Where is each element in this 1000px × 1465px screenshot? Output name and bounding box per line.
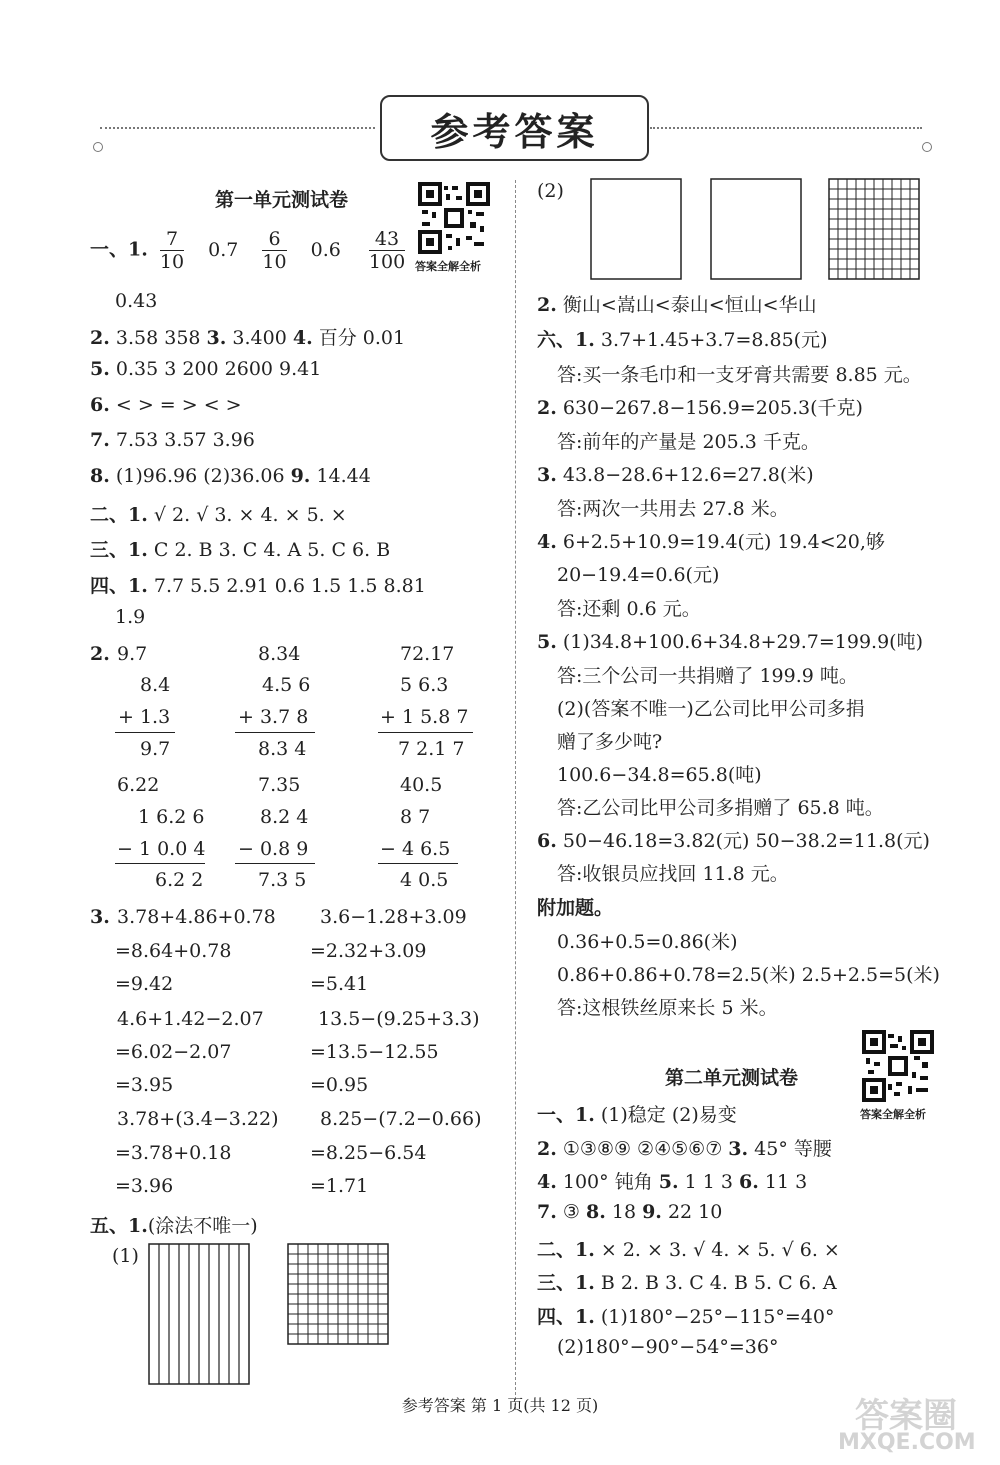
answer-line: (2)180°−90°−54°=36° — [557, 1336, 779, 1358]
operand: 8.4 — [140, 674, 171, 696]
operand: − 1 0.0 4 — [117, 838, 206, 860]
sum-rule — [235, 732, 315, 733]
answer-line: 二、1. √ 2. √ 3. × 4. × 5. × — [90, 504, 347, 526]
sum: 8.3 4 — [258, 738, 307, 760]
answer-line: 答:还剩 0.6 元。 — [557, 598, 701, 620]
calc-step: =5.41 — [310, 973, 369, 995]
q1-value: 0.6 — [310, 238, 341, 261]
q4-continued: 1.9 — [115, 606, 146, 628]
answer-line: 四、1. 7.7 5.5 2.91 0.6 1.5 1.5 8.81 — [90, 575, 426, 597]
q1-value: 0.7 — [208, 238, 239, 261]
hundred-grid — [828, 178, 920, 280]
answer-line: 3. 43.8−28.6+12.6=27.8(米) — [537, 464, 814, 486]
calc-step: =8.25−6.54 — [310, 1142, 427, 1164]
unit2-title: 第二单元测试卷 — [665, 1067, 799, 1089]
answer-line: 7. ③ 8. 18 9. 22 10 — [537, 1201, 723, 1223]
answer-line: 一、1. (1)稳定 (2)易变 — [537, 1104, 737, 1126]
answer-line: 答:乙公司比甲公司多捐赠了 65.8 吨。 — [557, 797, 884, 819]
unit1-title: 第一单元测试卷 — [215, 189, 349, 211]
answer-line: 答:三个公司一共捐赠了 199.9 吨。 — [557, 665, 858, 687]
answer-line: 8. (1)96.96 (2)36.06 9. 14.44 — [90, 465, 371, 487]
answer-line: 答:这根铁丝原来长 5 米。 — [557, 997, 778, 1019]
fraction: $\frac{43}{100}$ — [368, 228, 406, 273]
answer-line: (2)(答案不唯一)乙公司比甲公司多捐 — [557, 698, 865, 720]
calc-step: =3.78+0.18 — [115, 1142, 232, 1164]
watermark-url: MXQE.COM — [838, 1430, 976, 1455]
calc-step: =13.5−12.55 — [310, 1041, 439, 1063]
calc-step: =6.02−2.07 — [115, 1041, 232, 1063]
answer-line: 二、1. × 2. × 3. √ 4. × 5. √ 6. × — [537, 1239, 840, 1261]
calc-step: 3.78+4.86+0.78 — [117, 906, 276, 928]
result: 40.5 — [400, 774, 443, 796]
qr-code-icon — [418, 182, 490, 254]
operand: 8 7 — [400, 806, 431, 828]
answer-line: 三、1. B 2. B 3. C 4. B 5. C 6. A — [537, 1272, 837, 1294]
answer-line: 100.6−34.8=65.8(吨) — [557, 764, 762, 786]
q1-label: 一、1. — [90, 238, 148, 261]
page-title: 参考答案 — [380, 95, 649, 161]
operand: − 4 6.5 — [380, 838, 451, 860]
sum-rule — [115, 732, 175, 733]
answer-line: 0.36+0.5=0.86(米) — [557, 931, 738, 953]
hundred-grid — [287, 1243, 389, 1345]
sub-label: (2) — [537, 180, 564, 202]
operand: + 1.3 — [118, 706, 171, 728]
operand: 5 6.3 — [400, 674, 449, 696]
sum: 6.2 2 — [155, 869, 204, 891]
header-ring-right — [922, 142, 932, 152]
calc-step: 8.25−(7.2−0.66) — [320, 1108, 482, 1130]
answer-line: 2. ①③⑧⑨ ②④⑤⑥⑦ 3. 45° 等腰 — [537, 1138, 832, 1160]
answer-line: 附加题。 — [537, 897, 614, 919]
calc-step: 4.6+1.42−2.07 — [117, 1008, 264, 1030]
answer-line: 赠了多少吨? — [557, 731, 663, 753]
answer-line: 0.86+0.86+0.78=2.5(米) 2.5+2.5=5(米) — [557, 964, 940, 986]
answer-line: 2. 衡山<嵩山<泰山<恒山<华山 — [537, 294, 817, 316]
result: 7.35 — [258, 774, 301, 796]
fraction: $\frac{7}{10}$ — [159, 228, 185, 273]
sum: 7 2.1 7 — [398, 738, 465, 760]
calc-step: =1.71 — [310, 1175, 369, 1197]
operand: 4.5 6 — [262, 674, 311, 696]
result: 72.17 — [400, 643, 455, 665]
answer-line: 6. 50−46.18=3.82(元) 50−38.2=11.8(元) — [537, 830, 930, 852]
q5-sub-label: (1) — [112, 1245, 139, 1267]
q5-line: 五、1.(涂法不唯一) — [90, 1215, 258, 1237]
answer-line: 5. 0.35 3 200 2600 9.41 — [90, 358, 322, 380]
answer-line: 20−19.4=0.6(元) — [557, 564, 720, 586]
blank-square — [710, 178, 802, 280]
qr-caption: 答案全解全析 — [860, 1108, 926, 1121]
answer-line: 6. < > = > < > — [90, 394, 242, 416]
q1-continued: 0.43 — [115, 290, 158, 312]
operand: + 1 5.8 7 — [380, 706, 469, 728]
answer-line: 答:两次一共用去 27.8 米。 — [557, 498, 789, 520]
page-footer: 参考答案 第 1 页(共 12 页) — [401, 1396, 599, 1415]
header-rule-left — [100, 127, 375, 129]
q3-label: 3. — [90, 906, 110, 928]
blank-square — [590, 178, 682, 280]
answer-line: 答:前年的产量是 205.3 千克。 — [557, 431, 820, 453]
qr-caption: 答案全解全析 — [415, 260, 481, 273]
calc-step: =3.95 — [115, 1074, 174, 1096]
sum-rule — [378, 732, 473, 733]
qr-code-icon — [862, 1030, 934, 1102]
sum-rule — [378, 863, 458, 864]
stripe-grid — [148, 1243, 250, 1385]
answer-line: 7. 7.53 3.57 3.96 — [90, 429, 255, 451]
sum: 7.3 5 — [258, 869, 307, 891]
watermark-logo: 答案圈 — [855, 1396, 957, 1436]
calc-step: =8.64+0.78 — [115, 940, 232, 962]
operand: 1 6.2 6 — [138, 806, 205, 828]
answer-line: 四、1. (1)180°−25°−115°=40° — [537, 1306, 835, 1328]
header-ring-left — [93, 142, 103, 152]
operand: + 3.7 8 — [238, 706, 309, 728]
fraction: $\frac{6}{10}$ — [262, 228, 287, 273]
operand: 8.2 4 — [260, 806, 309, 828]
operand: − 0.8 9 — [238, 838, 309, 860]
sum: 4 0.5 — [400, 869, 449, 891]
q1-line — [90, 228, 405, 273]
calc-step: 13.5−(9.25+3.3) — [318, 1008, 480, 1030]
calc-step: 3.78+(3.4−3.22) — [117, 1108, 279, 1130]
column-divider — [515, 180, 516, 1410]
sum-rule — [235, 863, 315, 864]
answer-line: 答:买一条毛巾和一支牙膏共需要 8.85 元。 — [557, 364, 922, 386]
answer-line: 5. (1)34.8+100.6+34.8+29.7=199.9(吨) — [537, 631, 924, 653]
result: 8.34 — [258, 643, 301, 665]
answer-line: 三、1. C 2. B 3. C 4. A 5. C 6. B — [90, 539, 391, 561]
calc-step: =9.42 — [115, 973, 174, 995]
sum: 9.7 — [140, 738, 171, 760]
calc-step: =0.95 — [310, 1074, 369, 1096]
answer-line: 答:收银员应找回 11.8 元。 — [557, 863, 789, 885]
answer-line: 2. 630−267.8−156.9=205.3(千克) — [537, 397, 863, 419]
calc-step: =2.32+3.09 — [310, 940, 427, 962]
calc-step: =3.96 — [115, 1175, 174, 1197]
result: 6.22 — [117, 774, 160, 796]
sum-rule — [115, 863, 205, 864]
answer-line: 六、1. 3.7+1.45+3.7=8.85(元) — [537, 329, 828, 351]
q2-label: 2. — [90, 643, 110, 665]
calc-step: 3.6−1.28+3.09 — [320, 906, 467, 928]
header-rule-right — [650, 127, 922, 129]
result: 9.7 — [117, 643, 148, 665]
answer-line: 2. 3.58 358 3. 3.400 4. 百分 0.01 — [90, 327, 406, 349]
answer-line: 4. 6+2.5+10.9=19.4(元) 19.4<20,够 — [537, 531, 885, 553]
answer-line: 4. 100° 钝角 5. 1 1 3 6. 11 3 — [537, 1171, 808, 1193]
